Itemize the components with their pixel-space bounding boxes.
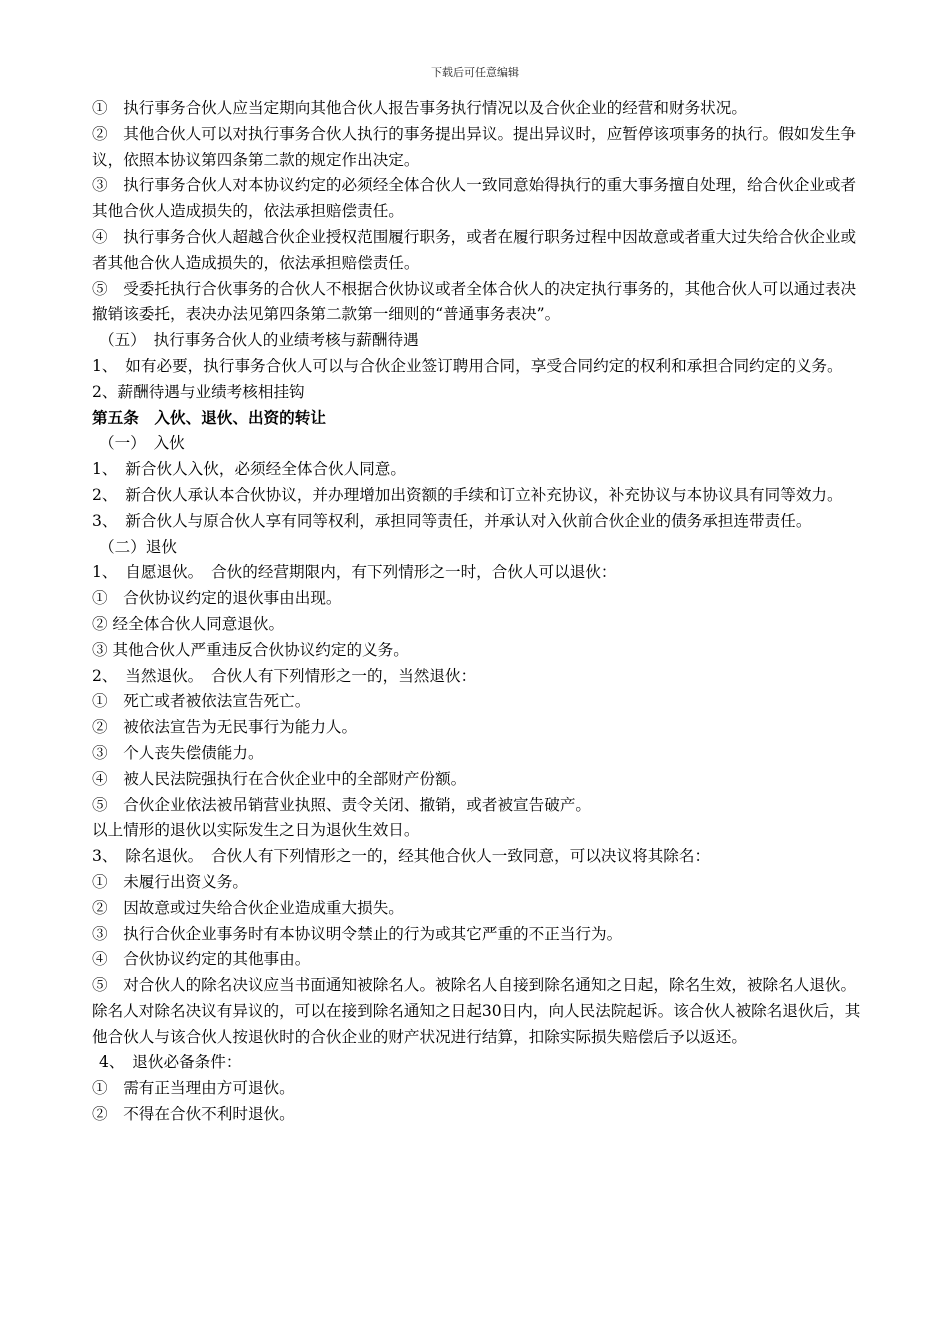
- withdraw-clause-3: 3、 除名退伙。 合伙人有下列情形之一的，经其他合伙人一致同意，可以决议将其除名：: [92, 847, 711, 866]
- withdraw-item-3-3: ③ 执行合伙企业事务时有本协议明令禁止的行为或其它严重的不正当行为。: [92, 924, 623, 943]
- withdraw-item-2-1: ① 死亡或者被依法宣告死亡。: [92, 692, 311, 711]
- withdraw-item-2-2: ② 被依法宣告为无民事行为能力人。: [92, 718, 358, 737]
- paragraph-clause-1: 1、 如有必要，执行事务合伙人可以与合伙企业签订聘用合同，享受合同约定的权利和承担合同约定的义务。: [92, 356, 843, 375]
- withdraw-clause-1: 1、 自愿退伙。 合伙的经营期限内，有下列情形之一时，合伙人可以退伙：: [92, 563, 617, 582]
- subsection-heading-join: （一） 入伙: [99, 434, 185, 453]
- article-heading-5: 第五条 入伙、退伙、出资的转让: [92, 408, 326, 427]
- withdraw-note: 以上情形的退伙以实际发生之日为退伙生效日。: [92, 821, 420, 840]
- paragraph-item-1: ① 执行事务合伙人应当定期向其他合伙人报告事务执行情况以及合伙企业的经营和财务状况。: [92, 99, 747, 117]
- withdraw-item-4-1: ① 需有正当理由方可退伙。: [92, 1079, 295, 1098]
- withdraw-item-1-3: ③ 其他合伙人严重违反合伙协议约定的义务。: [92, 640, 409, 659]
- paragraph-item-2: ② 其他合伙人可以对执行事务合伙人执行的事务提出异议。提出异议时，应暂停该项事务的执行。假如发生争议，依照本协议第四条第二款的规定作出决定。: [92, 124, 857, 169]
- withdraw-item-1-1: ① 合伙协议约定的退伙事由出现。: [92, 589, 342, 608]
- subsection-heading-5: （五） 执行事务合伙人的业绩考核与薪酬待遇: [99, 331, 419, 350]
- withdraw-item-3-5: ⑤ 对合伙人的除名决议应当书面通知被除名人。被除名人自接到除名通知之日起，除名生效，被除名人退伙。除名人对除名决议有异议的，可以在接到除名通知之日起30日内，向人民法院起诉。该合伙人被除名退伙后，其他合伙人与该合伙人按退伙时的合伙企业的财产状况进行结算，扣除实际损失赔偿后予以返还。: [92, 976, 861, 1046]
- withdraw-item-3-1: ① 未履行出资义务。: [92, 872, 248, 891]
- join-clause-1: 1、 新合伙人入伙，必须经全体合伙人同意。: [92, 460, 406, 479]
- join-clause-2: 2、 新合伙人承认本合伙协议，并办理增加出资额的手续和订立补充协议，补充协议与本协议具有同等效力。: [92, 485, 843, 504]
- paragraph-clause-2: 2、薪酬待遇与业绩考核相挂钩: [92, 382, 305, 401]
- document-body: [92, 96, 870, 1128]
- subsection-heading-withdraw: （二）退伙: [99, 537, 177, 556]
- withdraw-clause-4: 4、 退伙必备条件：: [99, 1053, 242, 1072]
- withdraw-item-2-3: ③ 个人丧失偿债能力。: [92, 743, 264, 762]
- withdraw-item-1-2: ② 经全体合伙人同意退伙。: [92, 614, 285, 633]
- paragraph-item-5: ⑤ 受委托执行合伙事务的合伙人不根据合伙协议或者全体合伙人的决定执行事务的，其他合伙人可以通过表决撤销该委托，表决办法见第四条第二款第一细则的“普通事务表决”。: [92, 279, 857, 324]
- join-clause-3: 3、 新合伙人与原合伙人享有同等权利，承担同等责任，并承认对入伙前合伙企业的债务承担连带责任。: [92, 511, 812, 530]
- paragraph-item-4: ④ 执行事务合伙人超越合伙企业授权范围履行职务，或者在履行职务过程中因故意或者重大过失给合伙企业或者其他合伙人造成损失的，依法承担赔偿责任。: [92, 227, 857, 272]
- withdraw-item-4-2: ② 不得在合伙不利时退伙。: [92, 1105, 295, 1124]
- withdraw-item-3-2: ② 因故意或过失给合伙企业造成重大损失。: [92, 898, 404, 917]
- page-header: 下载后可任意编辑: [431, 66, 519, 79]
- withdraw-item-3-4: ④ 合伙协议约定的其他事由。: [92, 950, 311, 969]
- withdraw-item-2-4: ④ 被人民法院强执行在合伙企业中的全部财产份额。: [92, 769, 467, 788]
- withdraw-item-2-5: ⑤ 合伙企业依法被吊销营业执照、责令关闭、撤销，或者被宣告破产。: [92, 795, 592, 814]
- withdraw-clause-2: 2、 当然退伙。 合伙人有下列情形之一的，当然退伙：: [92, 666, 477, 685]
- paragraph-item-3: ③ 执行事务合伙人对本协议约定的必须经全体合伙人一致同意始得执行的重大事务擅自处理，给合伙企业或者其他合伙人造成损失的，依法承担赔偿责任。: [92, 176, 857, 221]
